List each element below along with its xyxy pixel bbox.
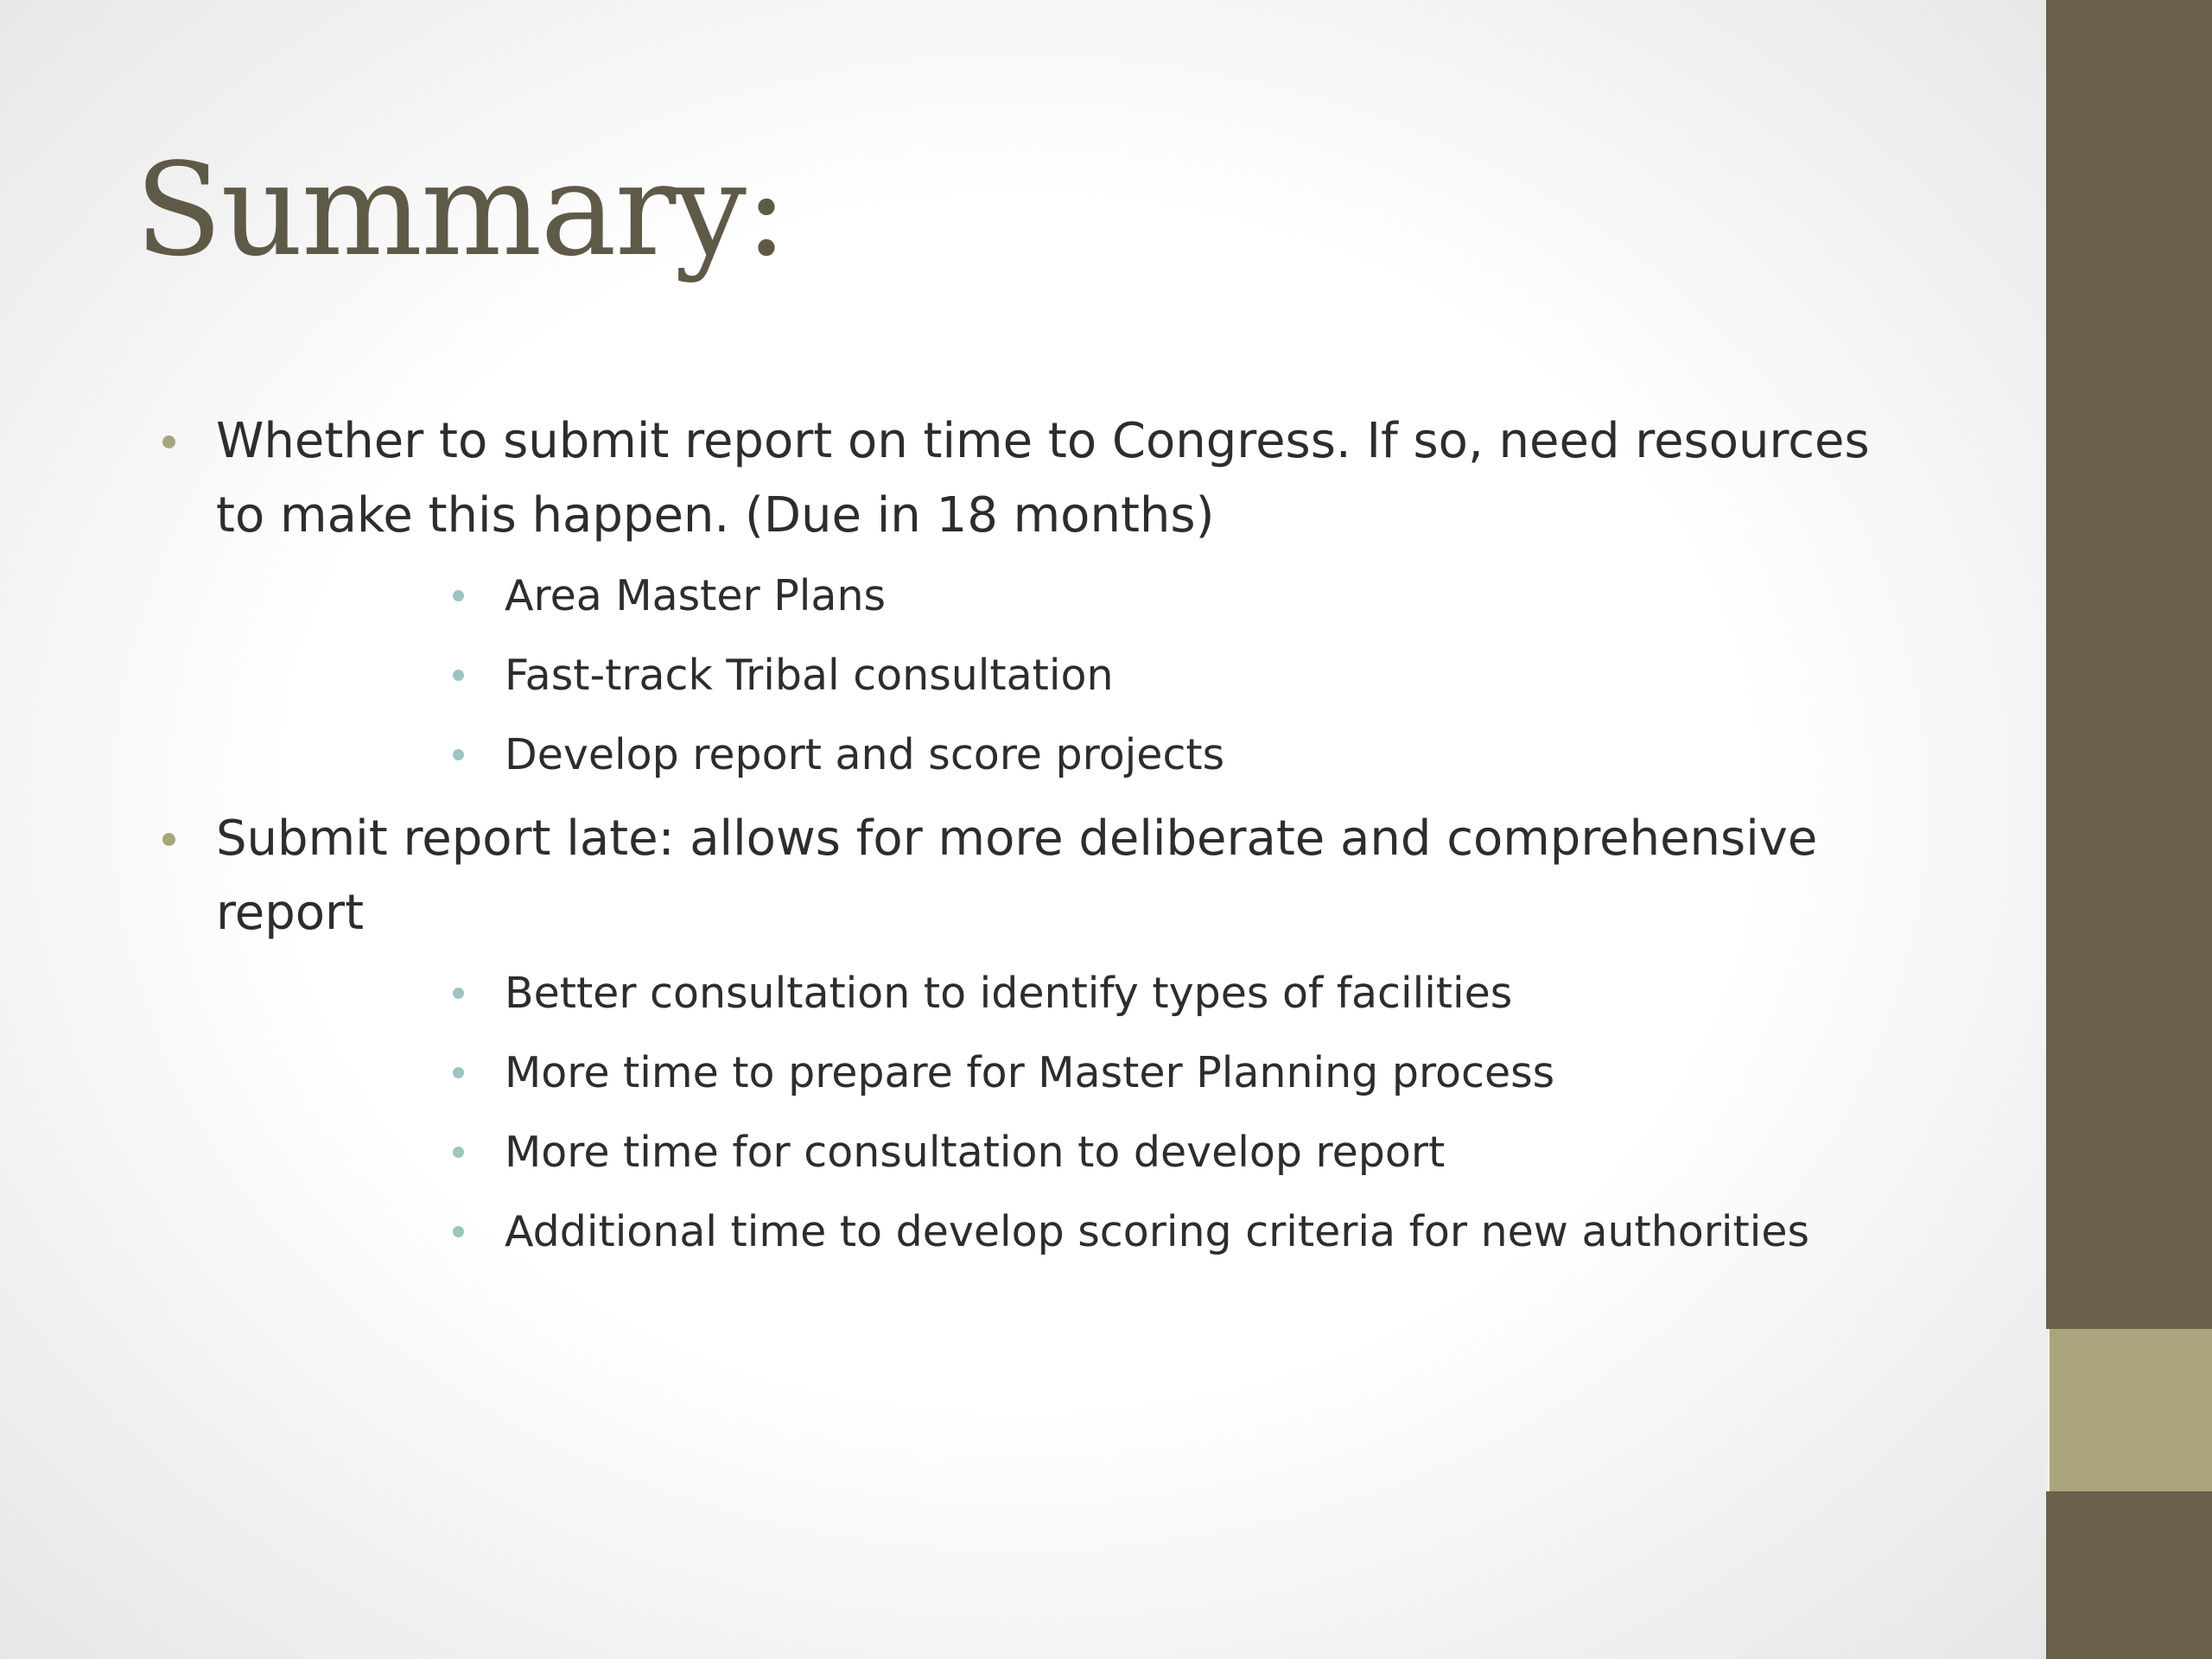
slide-title: Summary: — [135, 136, 786, 284]
sub-bullet-item: More time for consultation to develop report — [216, 1113, 2146, 1192]
sub-bullet-item: Fast-track Tribal consultation — [216, 636, 2146, 715]
sub-bullet-item: Additional time to develop scoring criteria for new authorities — [216, 1192, 2146, 1272]
sub-bullet-list — [216, 954, 1910, 1272]
sub-bullet-list — [216, 556, 1910, 795]
bullet-list — [0, 397, 1987, 1272]
sub-bullet-item: More time to prepare for Master Planning process — [216, 1033, 2146, 1113]
bullet-item — [0, 404, 1910, 795]
bullet-text: Whether to submit report on time to Congress. If so, need resources to make this happen. (Due in 18 months) — [216, 413, 1870, 543]
sub-bullet-item: Area Master Plans — [216, 556, 2146, 636]
bullet-item — [0, 802, 1910, 1272]
bullet-text: Submit report late: allows for more deliberate and comprehensive report — [216, 810, 1818, 941]
sub-bullet-item: Develop report and score projects — [216, 715, 2146, 795]
side-accent-block — [2050, 1329, 2212, 1491]
sub-bullet-item: Better consultation to identify types of facilities — [216, 954, 2146, 1033]
